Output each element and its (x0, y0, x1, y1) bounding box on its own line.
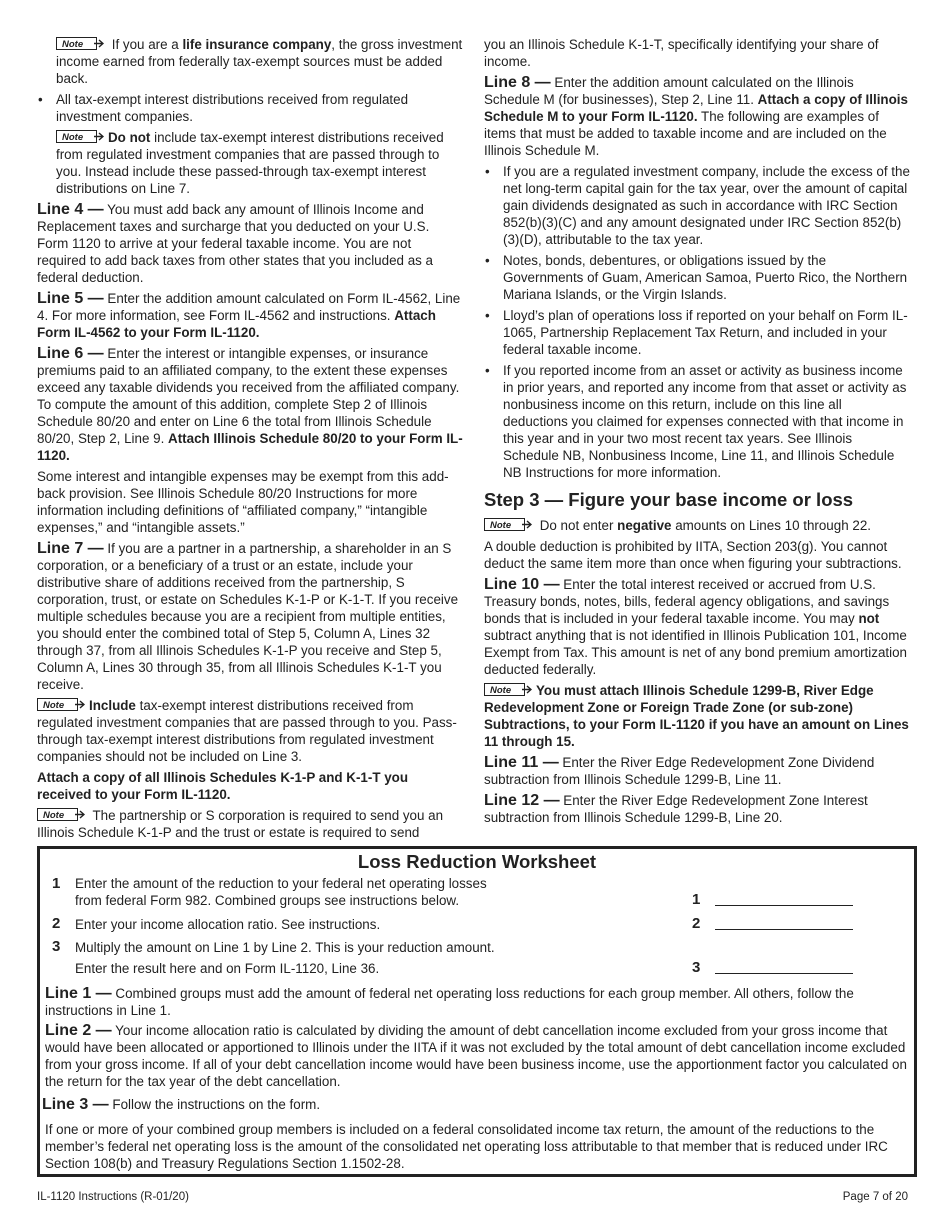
line-6: Line 6 — Enter the interest or intangible expenses, or insurance premiums paid to an affiliated company, to the extent these expenses exceed any taxable dividends you received from the affiliated company. To compute the amount of this addition, complete Step 2 of Illinois Schedule 80/20 and enter on Line 6 the total from Illinois Schedule 80/20, Step 2, Line 9. Attach Illinois Schedule 80/20 to your Form IL-1120. (37, 345, 463, 463)
note-icon (484, 518, 532, 531)
worksheet-row-number: 2 (52, 915, 61, 932)
note-icon (56, 130, 104, 143)
worksheet-row-text: Enter the result here and on Form IL-1120, Line 36. (75, 961, 380, 976)
worksheet-row-text: Multiply the amount on Line 1 by Line 2. This is your reduction amount. (75, 940, 495, 955)
worksheet-line-3-instructions: Line 3 — Follow the instructions on the form. (42, 1096, 321, 1113)
worksheet-line-2-instructions: Line 2 — Your income allocation ratio is calculated by dividing the amount of debt cancellation income excluded from your gross income that would have been allocated or apportioned to Illinois under the IITA if it was not excluded by the total amount of debt cancellation income excluded from your gross income. If all of your debt cancellation income would have been business income, use the apportionment factor you calculated on the return for the tax year of the debt cancellation. (45, 1022, 907, 1089)
svg-text:Note: Note (43, 700, 65, 711)
note-icon (484, 683, 532, 696)
worksheet-row-text: Enter the amount of the reduction to your federal net operating losses (75, 876, 487, 891)
worksheet-row-text: from federal Form 982. Combined groups see instructions below. (75, 893, 460, 908)
svg-text:Note: Note (43, 810, 65, 821)
worksheet-line-number: 2 (692, 915, 701, 932)
worksheet-line-number: 1 (692, 891, 701, 908)
loss-reduction-worksheet (37, 846, 917, 1177)
note-icon (56, 37, 104, 50)
note-icon (37, 698, 85, 711)
footer-page-number: Page 7 of 20 (842, 1191, 908, 1203)
worksheet-line-1-instructions: Line 1 — Combined groups must add the amount of federal net operating loss reductions for each group member. All others, follow the instructions in Line 1. (45, 985, 854, 1018)
note-life-insurance: Note If you are a life insurance company, the gross investment income earned from federally tax-exempt sources must be added back. (56, 37, 463, 86)
svg-text:Note: Note (490, 685, 512, 696)
worksheet-row-number: 3 (52, 938, 61, 955)
line-12: Line 12 — Enter the River Edge Redevelopment Zone Interest subtraction from Illinois Schedule 1299-B, Line 20. (484, 792, 868, 825)
attach-k1: Attach a copy of all Illinois Schedules K-1-P and K-1-T you received to your Form IL-1120. (37, 770, 409, 802)
line-11: Line 11 — Enter the River Edge Redevelopment Zone Dividend subtraction from Illinois Schedule 1299-B, Line 11. (484, 754, 875, 787)
note-negative: Note Do not enter negative amounts on Lines 10 through 22. (484, 517, 910, 534)
note-partnership: Note The partnership or S corporation is required to send you an Illinois Schedule K-1-P and the trust or estate is required to send (37, 808, 444, 840)
bullet-item: • Lloyd’s plan of operations loss if reported on your behalf on Form IL-1065, Partnership Replacement Tax Return, and included in your federal taxable income. (485, 308, 908, 357)
note-1299b: Note You must attach Illinois Schedule 1299-B, River Edge Redevelopment Zone or Foreign Trade Zone (or sub-zone) Subtractions, to your Form IL-1120 if you have an amount on Lines 11 through 15. (484, 683, 909, 749)
line-5: Line 5 — Enter the addition amount calculated on Form IL-4562, Line 4. For more information, see Form IL-4562 and instructions. Attach Form IL-4562 to your Form IL-1120. (37, 290, 461, 340)
svg-text:Note: Note (62, 132, 84, 143)
footer-form-id: IL-1120 Instructions (R-01/20) (37, 1191, 189, 1203)
worksheet-title: Loss Reduction Worksheet (357, 851, 597, 872)
continued-text: you an Illinois Schedule K-1-T, specifically identifying your share of income. (484, 37, 879, 69)
left-column (37, 36, 463, 845)
bullet-item: • Notes, bonds, debentures, or obligations issued by the Governments of Guam, American Samoa, Puerto Rico, the Northern Mariana Islands, or the Virgin Islands. (485, 253, 908, 302)
line-4: Line 4 — You must add back any amount of Illinois Income and Replacement taxes and surcharge that you deducted on your U.S. Form 1120 to arrive at your federal taxable income. You are not required to add back taxes from other states that you included as a federal deduction. (37, 201, 433, 285)
worksheet-row-number: 1 (52, 875, 61, 892)
double-deduction: A double deduction is prohibited by IITA, Section 203(g). You cannot deduct the same item more than once when figuring your subtractions. (484, 539, 902, 571)
step-3-heading: Step 3 — Figure your base income or loss (484, 489, 854, 510)
worksheet-combined-note: If one or more of your combined group members is included on a federal consolidated income tax return, the amount of the reductions to the member’s federal net operating loss is the amount of the consolidated net operating loss attributable to that member that is reduced under IRC Section 108(b) and Treasury Regulations Section 1.1502-28. (45, 1122, 888, 1171)
worksheet-line-1-input[interactable] (715, 904, 853, 906)
line-10: Line 10 — Enter the total interest received or accrued from U.S. Treasury bonds, notes, bills, federal agency obligations, and savings bonds that is included in your federal taxable income. You may not subtract anything that is not identified in Illinois Publication 101, Income Exempt from Tax. This amount is net of any bond premium amortization deducted federally. (484, 576, 907, 677)
worksheet-row-text: Enter your income allocation ratio. See instructions. (75, 917, 381, 932)
note-include: Note Include tax-exempt interest distributions received from regulated investment companies that are passed through to you. Pass-through tax-exempt interest distributions from regulated investment companies should not be included on Line 3. (37, 698, 457, 764)
note-icon (37, 808, 85, 821)
right-column (484, 36, 910, 830)
svg-text:Note: Note (490, 520, 512, 531)
interest-paragraph: Some interest and intangible expenses may be exempt from this add-back provision. See Illinois Schedule 80/20 Instructions for more information including definitions of “affiliated company,” “intangible expenses,” and “intangible assets.” (37, 469, 449, 535)
line-7: Line 7 — If you are a partner in a partnership, a shareholder in an S corporation, or a beneficiary of a trust or an estate, include your distributive share of additions received from the partnership, S corporation, trust, or estate on Schedules K-1-P or K-1-T. If you receive multiple schedules because you are a recipient from multiple entities, you should enter the combined total of Step 5, Column A, Lines 32 through 37, from all Illinois Schedules K-1-P you receive and Step 5, Column A, Lines 30 through 35, from all Illinois Schedules K-1-T you receive. (37, 540, 459, 692)
bullet-item: • If you are a regulated investment company, include the excess of the net long-term capital gain for the tax year, over the amount of capital gain dividends designated as such in accordance with IRC Section 852(b)(3)(C) and any amount designated under IRC Section 852(b)(3)(D), attributable to the tax year. (485, 164, 910, 247)
line-8: Line 8 — Enter the addition amount calculated on the Illinois Schedule M (for businesses), Step 2, Line 11. Attach a copy of Illinois Schedule M to your Form IL-1120. The following are examples of items that must be added to taxable income and are included on the Illinois Schedule M. (484, 74, 908, 158)
worksheet-line-number: 3 (692, 959, 701, 976)
worksheet-line-3-input[interactable] (715, 972, 853, 974)
bullet-item: • If you reported income from an asset or activity as business income in prior years, and reported any income from that asset or activity as nonbusiness income on this return, include on this line all deductions you claimed for expenses connected with that income in this year and in your two most recent tax years. See Illinois Schedule NB, Nonbusiness Income, Line 11, and Illinois Schedule NB Instructions for more information. (485, 363, 907, 480)
bullet-tax-exempt: • All tax-exempt interest distributions received from regulated investment companies. (38, 92, 409, 124)
note-do-not: Note Do not include tax-exempt interest distributions received from regulated investment companies that are passed through to you. Instead include these passed-through tax-exempt interest distributions on Line 7. (56, 130, 444, 196)
svg-text:Note: Note (62, 39, 84, 50)
worksheet-line-2-input[interactable] (715, 928, 853, 930)
